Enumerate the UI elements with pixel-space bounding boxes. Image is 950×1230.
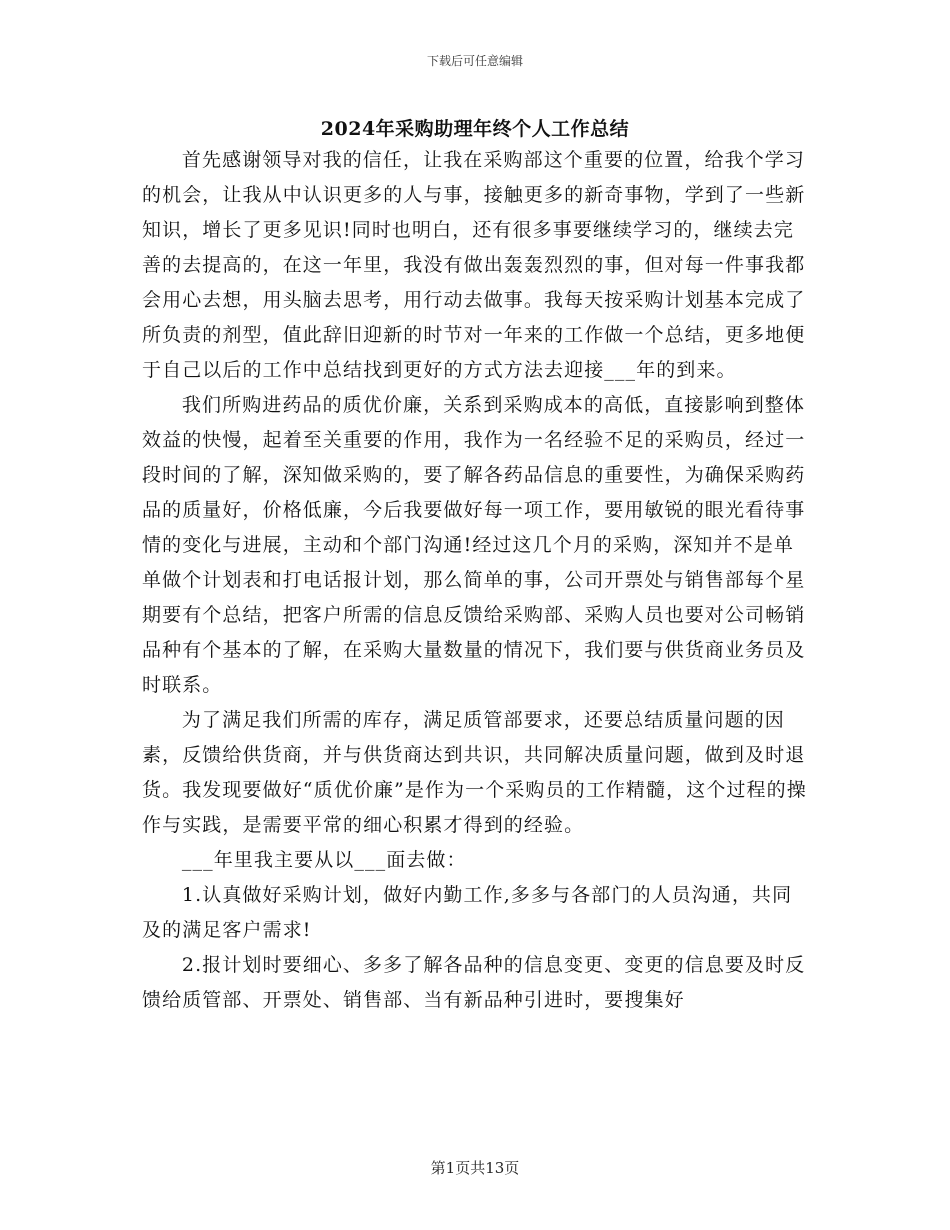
page-header-note: 下载后可任意编辑: [426, 54, 523, 68]
paragraph-plan-intro: ___年里我主要从以___面去做：: [181, 849, 467, 871]
document-body: [142, 143, 810, 1018]
paragraph-inventory: 为了满足我们所需的库存，满足质管部要求，还要总结质量问题的因素，反馈给供货商，并与供货商达到共识，共同解决质量问题，做到及时退货。我发现要做好“质优价廉”是作为一个采购员的工作精髓，这个过程的操作与实践，是需要平常的细心积累才得到的经验。: [142, 709, 807, 836]
document-title: 2024年采购助理年终个人工作总结: [320, 118, 630, 140]
paragraph-item-2: 2.报计划时要细心、多多了解各品种的信息变更、变更的信息要及时反馈给质管部、开票处、销售部、当有新品种引进时，要搜集好: [142, 954, 806, 1011]
page-number-footer: 第1页共13页: [430, 1159, 520, 1177]
paragraph-quality-price: 我们所购进药品的质优价廉，关系到采购成本的高低，直接影响到整体效益的快慢，起着至关重要的作用，我作为一名经验不足的采购员，经过一段时间的了解，深知做采购的，要了解各药品信息的重要性，为确保采购药品的质量好，价格低廉，今后我要做好每一项工作，要用敏锐的眼光看待事情的变化与进展，主动和个部门沟通!经过这几个月的采购，深知并不是单单做个计划表和打电话报计划，那么简单的事，公司开票处与销售部每个星期要有个总结，把客户所需的信息反馈给采购部、采购人员也要对公司畅销品种有个基本的了解，在采购大量数量的情况下，我们要与供货商业务员及时联系。: [142, 394, 806, 696]
paragraph-intro: 首先感谢领导对我的信任，让我在采购部这个重要的位置，给我个学习的机会，让我从中认识更多的人与事，接触更多的新奇事物，学到了一些新知识，增长了更多见识!同时也明白，还有很多事要继续学习的，继续去完善的去提高的，在这一年里，我没有做出轰轰烈烈的事，但对每一件事我都会用心去想，用头脑去思考，用行动去做事。我每天按采购计划基本完成了所负责的剂型，值此辞旧迎新的时节对一年来的工作做一个总结，更多地便于自己以后的工作中总结找到更好的方式方法去迎接___年的到来。: [142, 149, 806, 381]
paragraph-item-1: 1.认真做好采购计划，做好内勤工作,多多与各部门的人员沟通，共同及的满足客户需求!: [142, 884, 793, 941]
